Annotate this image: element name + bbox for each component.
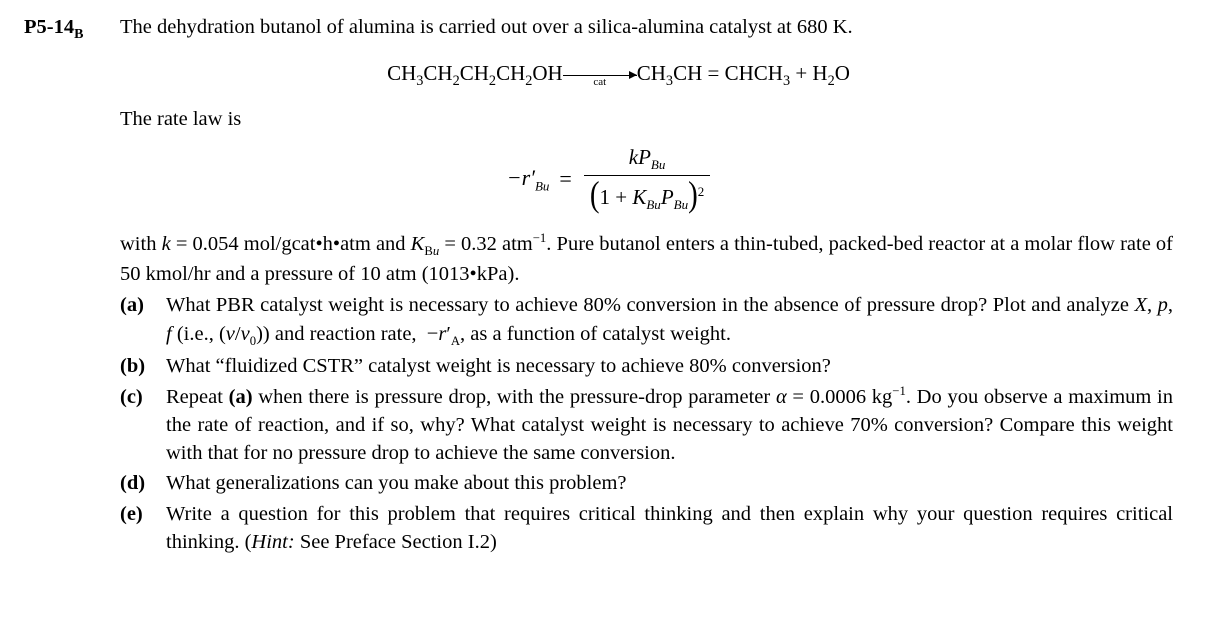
- problem-number-text: P5-14: [24, 16, 75, 38]
- reaction-equation: [64, 61, 1173, 90]
- rate-law-lhs: $-r'_{Bu}$: [506, 164, 550, 194]
- reaction-arrow-icon: [563, 65, 637, 86]
- rate-law-equals-sign: =: [559, 166, 572, 192]
- problem-part-b: [120, 352, 1173, 380]
- problem-part-d: [120, 469, 1173, 497]
- problem-part-c: [120, 383, 1173, 468]
- part-text-e: Write a question for this problem that requires critical thinking and then explain why your question requires critical thinking. (Hint: See Preface Section I.2): [166, 502, 1173, 554]
- part-label-e: (e): [120, 502, 143, 525]
- problem-number: [24, 14, 120, 45]
- part-label-a: (a): [120, 294, 144, 317]
- rate-law-lead-text: The rate law is: [120, 108, 242, 131]
- reaction-reactant: $CH_3CH_2CH_2CH_2OH$: [387, 60, 563, 90]
- problem-part-a: [120, 291, 1173, 350]
- part-text-d: What generalizations can you make about this problem?: [166, 472, 627, 495]
- problem-header-row: [24, 14, 1173, 45]
- part-label-c: (c): [120, 385, 143, 408]
- part-text-b: What “fluidized CSTR” catalyst weight is necessary to achieve 80% conversion?: [166, 355, 831, 378]
- catalyst-label: cat: [593, 75, 607, 88]
- problem-number-subscript: B: [74, 27, 84, 43]
- problem-part-e: [120, 500, 1173, 557]
- parameters-paragraph: [120, 230, 1173, 289]
- part-text-a: What PBR catalyst weight is necessary to achieve 80% conversion in the absence of pressure drop? Plot and analyze X, p, f (i.e., $(v/v_0)$) and reaction rate, $-r'_A$, as a function of catalyst weight.: [166, 294, 1173, 348]
- rate-law-denominator: $(1 + K_{Bu}P_{Bu})^2$: [589, 175, 705, 216]
- part-label-b: (b): [120, 355, 146, 378]
- part-text-c: Repeat (a) when there is pressure drop, with the pressure-drop parameter α = 0.0006 $kg^{-1}$. Do you observe a maximum in the rate of reaction, and if so, why? What catalyst weight is necessary to achieve 70% conversion? Compare this weight with that for no pressure drop to achieve the same conversion.: [166, 383, 1173, 465]
- rate-law-equation: [44, 145, 1173, 216]
- rate-law-fraction: [584, 145, 710, 216]
- rate-law-numerator: $kP_{Bu}$: [584, 145, 710, 176]
- problem-parts-list: [120, 291, 1173, 556]
- problem-intro-text: The dehydration butanol of alumina is carried out over a silica-alumina catalyst at 680 K.: [120, 16, 853, 38]
- reaction-products: $CH_3CH$ = $CHCH_3 + H_2O$: [636, 60, 850, 90]
- parameters-text: with k = 0.054 mol/gcat•h•atm and $K_{Bu} = 0.32$ atm$^{-1}$. Pure butanol enters a thin-tubed, packed-bed reactor at a molar flow rate of 50 kmol/hr and a pressure of 10 atm (1013•kPa).: [120, 230, 1173, 286]
- part-label-d: (d): [120, 472, 146, 495]
